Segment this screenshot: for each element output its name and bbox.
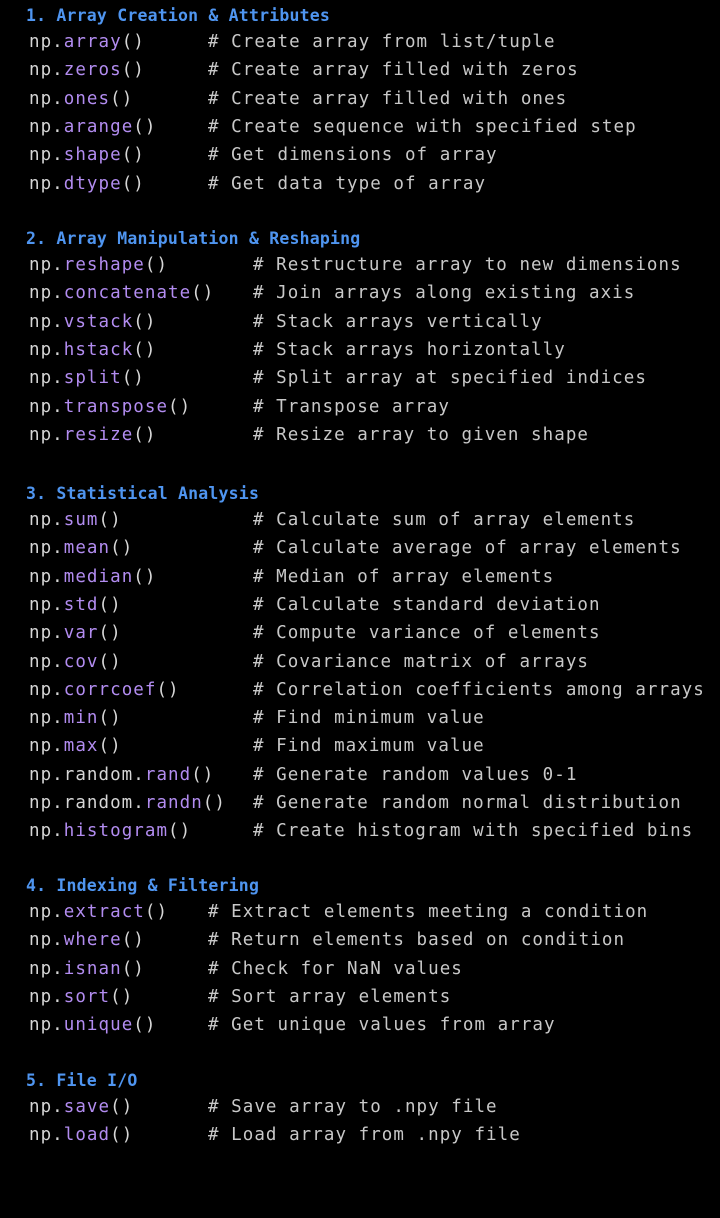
namespace-prefix: np.: [29, 651, 64, 672]
function-parens: (): [133, 424, 157, 445]
section-4: [0, 876, 720, 1047]
function-name: extract: [63, 902, 145, 922]
function-row: [29, 367, 720, 389]
function-row: [29, 792, 720, 814]
function-name: array: [63, 32, 122, 52]
function-call: [29, 367, 145, 389]
function-comment: # Stack arrays horizontally: [253, 339, 566, 360]
function-comment: # Extract elements meeting a condition: [208, 902, 649, 922]
function-parens: (): [133, 311, 157, 332]
function-call: [29, 282, 214, 304]
function-row: [29, 651, 720, 673]
function-parens: (): [98, 708, 122, 729]
function-row: [29, 679, 720, 701]
function-call: [29, 622, 122, 644]
function-parens: (): [98, 623, 122, 644]
namespace-prefix: np.: [29, 708, 64, 729]
function-comment: # Generate random normal distribution: [253, 793, 682, 813]
function-name: median: [63, 566, 134, 587]
function-comment: # Create array from list/tuple: [208, 32, 556, 52]
function-parens: (): [98, 651, 122, 672]
function-name: mean: [63, 538, 111, 559]
function-call: [29, 339, 156, 361]
namespace-prefix: np.: [29, 396, 64, 417]
namespace-prefix: np.: [29, 339, 64, 360]
namespace-prefix: np.: [29, 902, 64, 922]
section-heading: 3. Statistical Analysis: [26, 484, 260, 503]
function-call: [29, 59, 145, 81]
function-name: concatenate: [63, 283, 192, 304]
function-name: var: [63, 623, 99, 644]
section-3: [0, 484, 720, 853]
function-call: [29, 1096, 133, 1118]
namespace-prefix: np.: [29, 60, 64, 81]
function-comment: # Stack arrays vertically: [253, 311, 543, 332]
function-row: [29, 144, 720, 166]
function-row: [29, 339, 720, 361]
function-parens: (): [133, 116, 157, 137]
function-call: [29, 929, 145, 951]
function-comment: # Get dimensions of array: [208, 145, 498, 166]
function-row: [29, 735, 720, 757]
function-row: [29, 820, 720, 842]
function-comment: # Resize array to given shape: [253, 424, 589, 445]
namespace-prefix: np.: [29, 679, 64, 700]
function-comment: # Calculate standard deviation: [253, 594, 601, 615]
function-call: [29, 764, 214, 786]
namespace-prefix: np.: [29, 566, 64, 587]
function-call: [29, 537, 133, 559]
function-comment: # Get unique values from array: [208, 1015, 556, 1036]
function-call: [29, 735, 122, 757]
namespace-prefix: np.: [29, 424, 64, 445]
function-name: save: [63, 1097, 111, 1117]
namespace-prefix: np.: [29, 88, 64, 109]
namespace-prefix: np.: [29, 930, 64, 951]
function-comment: # Compute variance of elements: [253, 623, 601, 644]
function-call: [29, 311, 156, 333]
function-parens: (): [110, 1125, 134, 1146]
section-1: [0, 6, 720, 205]
namespace-prefix: np.: [29, 594, 64, 615]
function-call: [29, 509, 122, 531]
function-name: histogram: [63, 821, 169, 842]
function-parens: (): [121, 958, 145, 979]
function-parens: (): [121, 930, 145, 951]
namespace-prefix: np.: [29, 116, 64, 137]
function-row: [29, 396, 720, 418]
namespace-prefix: np.: [29, 173, 64, 194]
function-parens: (): [110, 88, 134, 109]
function-call: [29, 1124, 133, 1146]
function-name: corrcoef: [63, 679, 157, 700]
function-comment: # Transpose array: [253, 396, 450, 417]
function-name: ones: [63, 88, 111, 109]
function-name: sum: [63, 510, 99, 530]
function-name: resize: [63, 424, 134, 445]
section-heading: 4. Indexing & Filtering: [26, 876, 260, 895]
function-parens: (): [98, 594, 122, 615]
function-parens: (): [144, 255, 169, 275]
namespace-prefix: np.: [29, 1125, 64, 1146]
function-call: [29, 424, 156, 446]
function-parens: (): [133, 1015, 157, 1036]
function-call: [29, 594, 122, 616]
function-parens: (): [121, 368, 145, 389]
function-row: [29, 424, 720, 446]
function-row: [29, 537, 720, 559]
function-row: [29, 254, 720, 276]
function-comment: # Split array at specified indices: [253, 368, 647, 389]
function-call: [29, 792, 226, 814]
function-parens: (): [121, 173, 145, 194]
namespace-prefix: np.random.: [29, 793, 145, 813]
function-row: [29, 764, 720, 786]
namespace-prefix: np.: [29, 958, 64, 979]
function-comment: # Generate random values 0-1: [253, 764, 578, 785]
function-parens: (): [156, 679, 180, 700]
function-name: dtype: [63, 173, 122, 194]
namespace-prefix: np.: [29, 623, 64, 644]
function-row: [29, 986, 720, 1008]
function-name: unique: [63, 1015, 134, 1036]
namespace-prefix: np.: [29, 283, 64, 304]
function-parens: (): [133, 566, 157, 587]
function-name: hstack: [63, 339, 134, 360]
function-name: transpose: [63, 396, 169, 417]
function-call: [29, 31, 145, 53]
function-comment: # Create array filled with zeros: [208, 60, 579, 81]
function-parens: (): [98, 510, 122, 530]
namespace-prefix: np.: [29, 145, 64, 166]
function-row: [29, 707, 720, 729]
function-row: [29, 173, 720, 195]
function-parens: (): [121, 145, 145, 166]
function-comment: # Create array filled with ones: [208, 88, 568, 109]
namespace-prefix: np.: [29, 368, 64, 389]
function-name: reshape: [63, 255, 145, 275]
namespace-prefix: np.: [29, 986, 64, 1007]
function-comment: # Calculate average of array elements: [253, 538, 682, 559]
function-comment: # Restructure array to new dimensions: [253, 255, 682, 275]
function-call: [29, 820, 191, 842]
function-row: [29, 31, 720, 53]
function-row: [29, 282, 720, 304]
function-row: [29, 1124, 720, 1146]
function-call: [29, 651, 122, 673]
function-call: [29, 958, 145, 980]
section-heading: 5. File I/O: [26, 1071, 138, 1090]
function-call: [29, 1014, 156, 1036]
function-name: sort: [63, 986, 111, 1007]
function-row: [29, 1014, 720, 1036]
function-name: randn: [144, 793, 203, 813]
function-name: zeros: [63, 60, 122, 81]
namespace-prefix: np.random.: [29, 764, 145, 785]
function-comment: # Join arrays along existing axis: [253, 283, 636, 304]
function-row: [29, 566, 720, 588]
function-call: [29, 254, 168, 276]
function-parens: (): [98, 736, 122, 757]
function-call: [29, 679, 180, 701]
function-parens: (): [121, 32, 145, 52]
function-row: [29, 116, 720, 138]
section-heading: 1. Array Creation & Attributes: [26, 6, 331, 25]
function-comment: # Sort array elements: [208, 986, 452, 1007]
function-row: [29, 1096, 720, 1118]
function-parens: (): [168, 821, 192, 842]
section-2: [0, 229, 720, 456]
function-call: [29, 116, 156, 138]
function-row: [29, 311, 720, 333]
function-name: max: [63, 736, 99, 757]
namespace-prefix: np.: [29, 510, 64, 530]
function-comment: # Find maximum value: [253, 736, 485, 757]
function-row: [29, 622, 720, 644]
function-parens: (): [110, 986, 134, 1007]
function-comment: # Create sequence with specified step: [208, 116, 637, 137]
function-parens: (): [133, 339, 157, 360]
namespace-prefix: np.: [29, 538, 64, 559]
function-comment: # Save array to .npy file: [208, 1097, 498, 1117]
function-comment: # Calculate sum of array elements: [253, 510, 636, 530]
function-name: arange: [63, 116, 134, 137]
function-call: [29, 986, 133, 1008]
namespace-prefix: np.: [29, 736, 64, 757]
function-comment: # Correlation coefficients among arrays: [253, 679, 705, 700]
function-comment: # Check for NaN values: [208, 958, 463, 979]
function-call: [29, 144, 145, 166]
function-call: [29, 901, 168, 923]
namespace-prefix: np.: [29, 1097, 64, 1117]
function-parens: (): [121, 60, 145, 81]
function-comment: # Return elements based on condition: [208, 930, 626, 951]
function-name: min: [63, 708, 99, 729]
namespace-prefix: np.: [29, 821, 64, 842]
function-call: [29, 566, 156, 588]
function-row: [29, 59, 720, 81]
function-parens: (): [144, 902, 169, 922]
namespace-prefix: np.: [29, 311, 64, 332]
function-name: vstack: [63, 311, 134, 332]
function-name: split: [63, 368, 122, 389]
function-comment: # Get data type of array: [208, 173, 487, 194]
function-row: [29, 594, 720, 616]
namespace-prefix: np.: [29, 32, 64, 52]
function-row: [29, 929, 720, 951]
function-name: std: [63, 594, 99, 615]
function-parens: (): [168, 396, 192, 417]
section-heading: 2. Array Manipulation & Reshaping: [26, 229, 361, 248]
function-call: [29, 396, 191, 418]
function-name: load: [63, 1125, 111, 1146]
function-row: [29, 509, 720, 531]
function-comment: # Find minimum value: [253, 708, 485, 729]
function-name: cov: [63, 651, 99, 672]
function-comment: # Median of array elements: [253, 566, 555, 587]
function-parens: (): [110, 1097, 134, 1117]
function-call: [29, 173, 145, 195]
function-row: [29, 901, 720, 923]
function-call: [29, 88, 133, 110]
function-comment: # Load array from .npy file: [208, 1125, 521, 1146]
function-parens: (): [191, 764, 215, 785]
section-5: [0, 1071, 720, 1157]
function-row: [29, 88, 720, 110]
function-row: [29, 958, 720, 980]
function-parens: (): [191, 283, 215, 304]
function-parens: (): [110, 538, 134, 559]
function-comment: # Covariance matrix of arrays: [253, 651, 589, 672]
function-name: rand: [144, 764, 192, 785]
function-comment: # Create histogram with specified bins: [253, 821, 694, 842]
function-name: where: [63, 930, 122, 951]
namespace-prefix: np.: [29, 1015, 64, 1036]
function-name: shape: [63, 145, 122, 166]
namespace-prefix: np.: [29, 255, 64, 275]
function-call: [29, 707, 122, 729]
function-parens: (): [202, 793, 226, 813]
function-name: isnan: [63, 958, 122, 979]
